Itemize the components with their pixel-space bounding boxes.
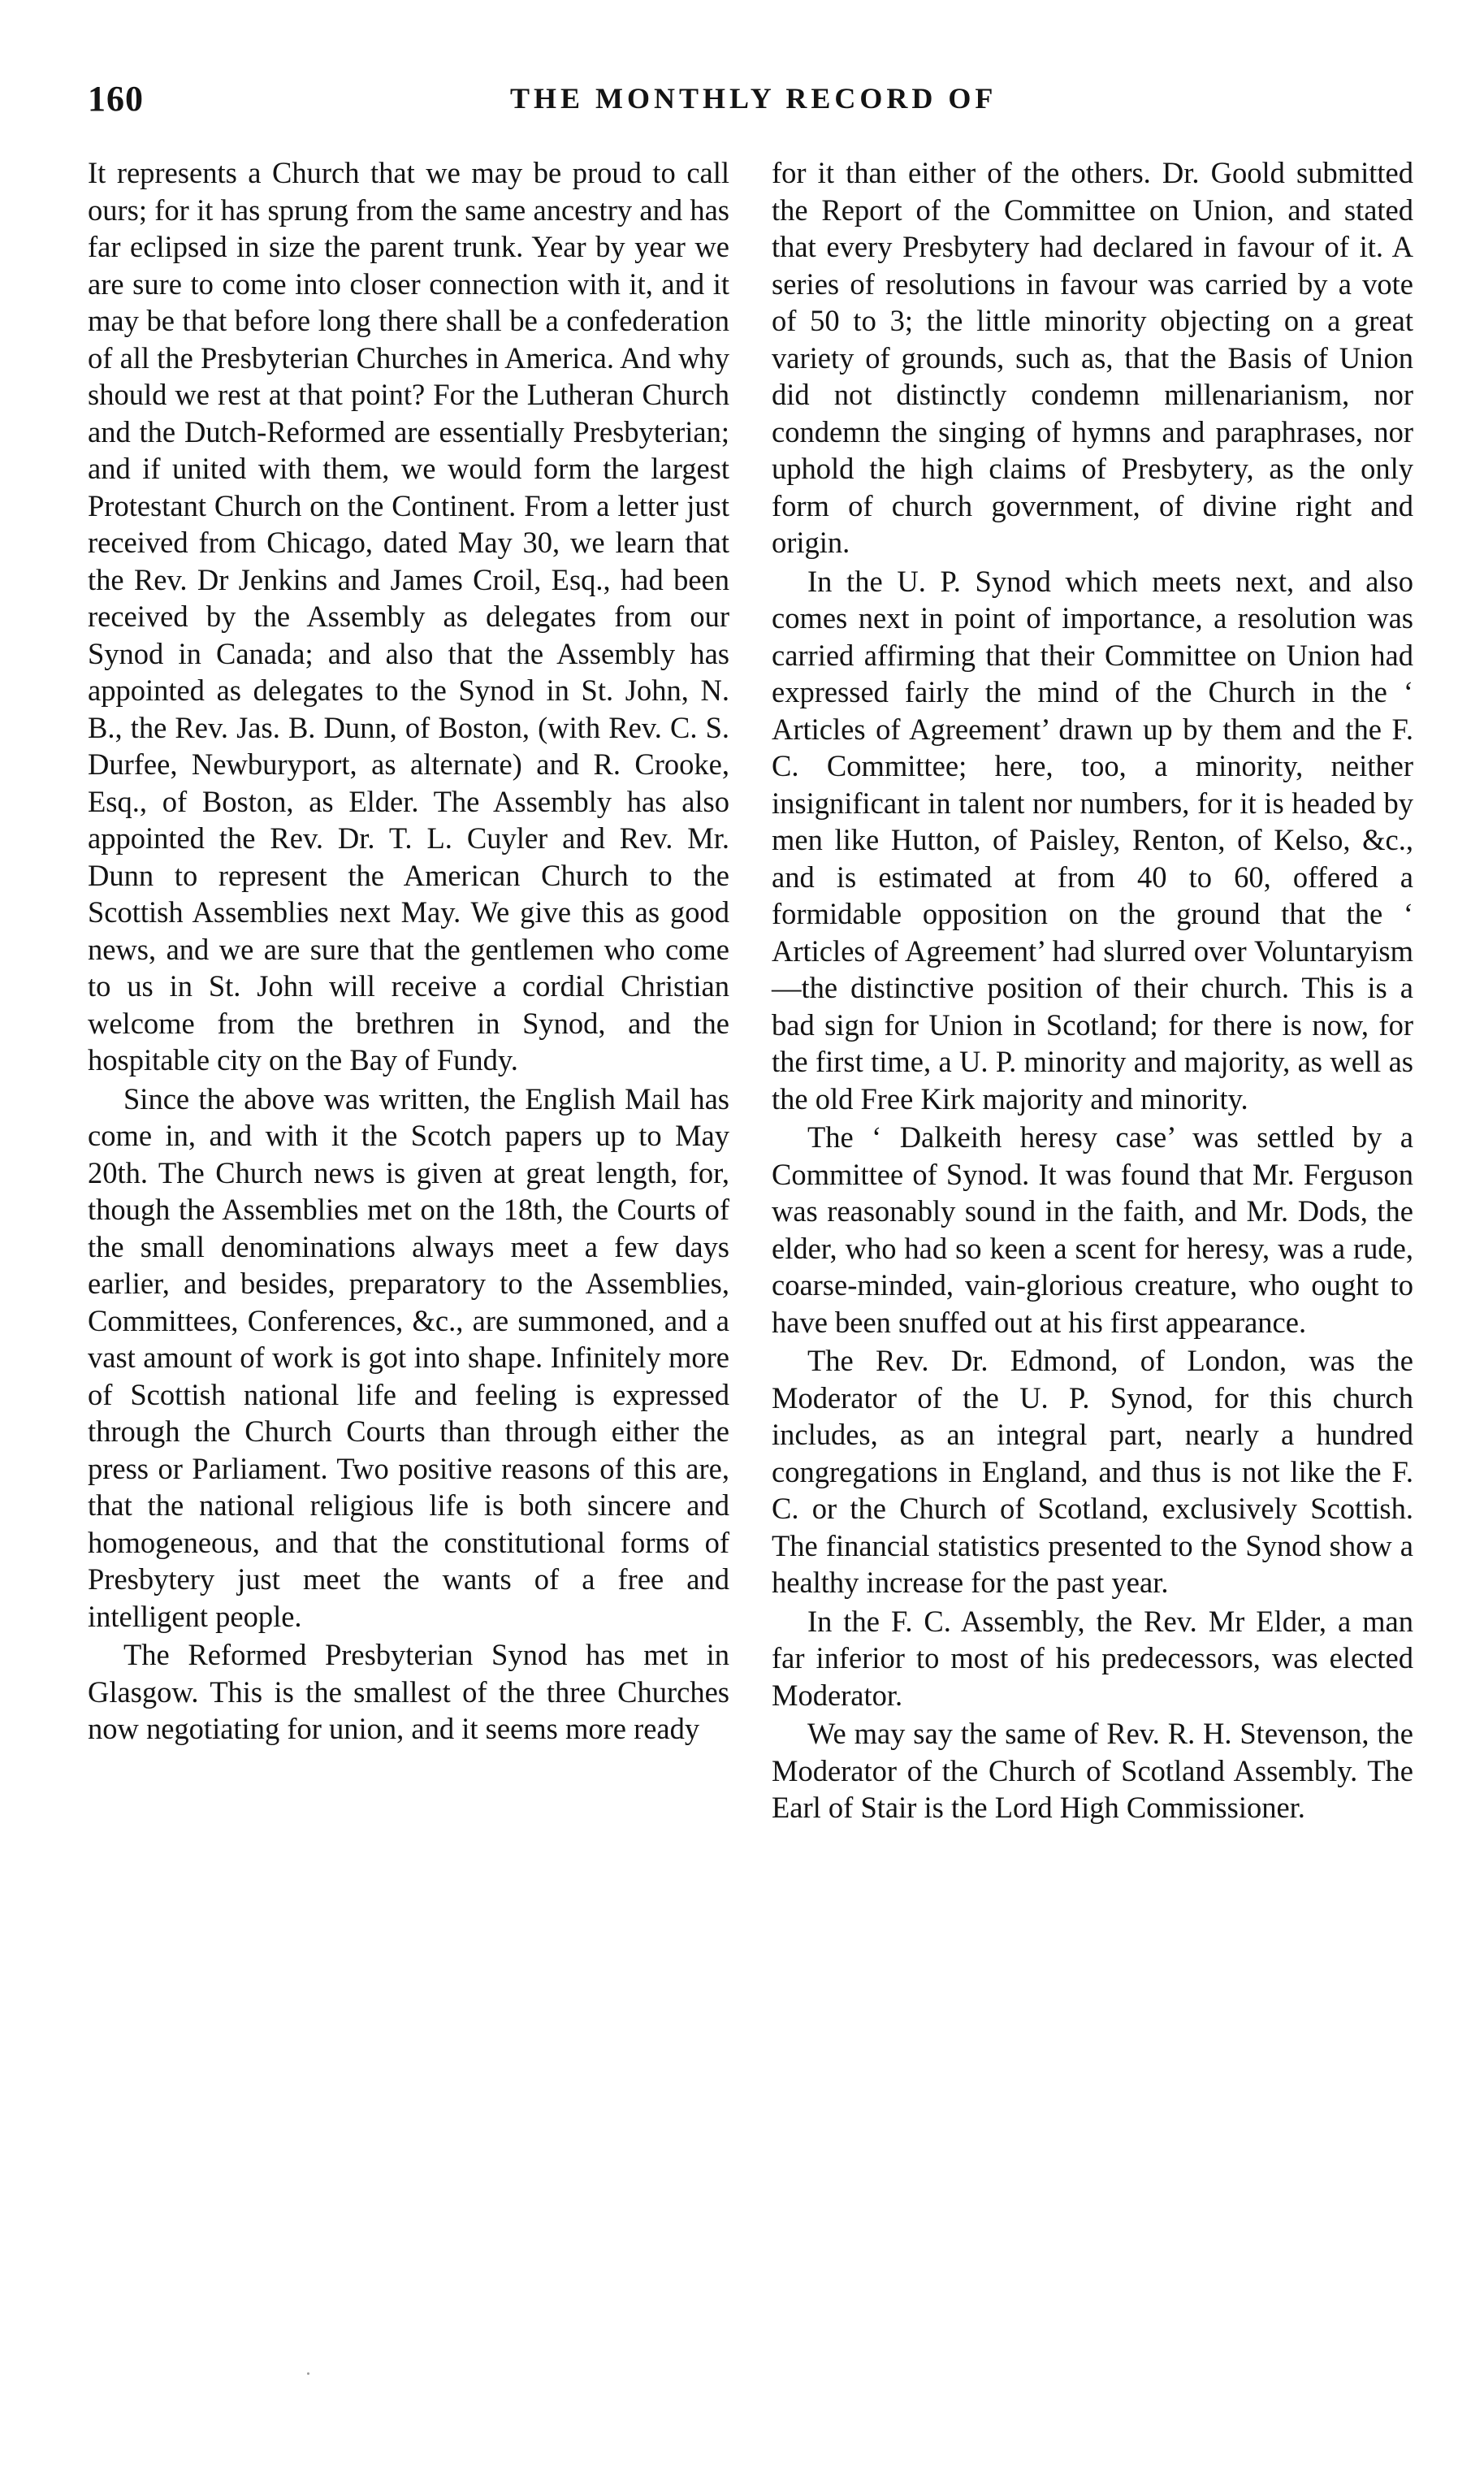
print-speck [307,2372,309,2375]
paragraph: In the F. C. Assembly, the Rev. Mr Elder, a man far inferior to most of his predecessors, was elected Moderator. [772,1604,1413,1712]
paragraph: The ‘ Dalkeith heresy case’ was settled by a Committee of Synod. It was found that Mr. Ferguson was reasonably sound in the faith, and Mr. Dods, the elder, who had so keen a scent for heresy, was a rude, coarse-minded, vain-glorious creature, who ought to have been snuffed out at his first appearance. [772,1120,1413,1339]
page-header [88,78,1404,127]
left-column [88,154,729,1748]
paragraph: In the U. P. Synod which meets next, and also comes next in point of importance, a resolution was carried affirming that their Committee on Union had expressed fairly the mind of the Church in the ‘ Articles of Agreement’ drawn up by them and the F. C. Committee; here, too, a minority, neither insignificant in talent nor numbers, for it is headed by men like Hutton, of Paisley, Renton, of Kelso, &c., and is estimated at from 40 to 60, offered a formidable opposition on the ground that the ‘ Articles of Agreement’ had slurred over Voluntaryism—the distinctive position of their church. This is a bad sign for Union in Scotland; for there is now, for the first time, a U. P. minority and majority, as well as the old Free Kirk majority and minority. [772,564,1413,1116]
paragraph: The Reformed Presbyterian Synod has met in Glasgow. This is the smallest of the three Churches now negotiating for union, and it seems more ready [88,1638,729,1745]
running-title: THE MONTHLY RECORD OF [510,82,997,115]
page-number: 160 [88,79,144,119]
paragraph: Since the above was written, the English Mail has come in, and with it the Scotch papers up to May 20th. The Church news is given at great length, for, though the Assemblies met on the 18th, the Courts of the small denominations always meet a few days earlier, and besides, preparatory to the Assemblies, Committees, Conferences, &c., are summoned, and a vast amount of work is got into shape. Infinitely more of Scottish national life and feeling is expressed through the Church Courts than through either the press or Parliament. Two positive reasons of this are, that the national religious life is both sincere and homogeneous, and that the constitutional forms of Presbytery just meet the wants of a free and intelligent people. [88,1081,729,1633]
right-column [772,154,1413,1826]
paragraph: for it than either of the others. Dr. Goold submitted the Report of the Committee on Union, and stated that every Presbytery had declared in favour of it. A series of resolutions in favour was carried by a vote of 50 to 3; the little minority objecting on a great variety of grounds, such as, that the Basis of Union did not distinctly condemn millenarianism, nor condemn the singing of hymns and paraphrases, nor uphold the high claims of Presbytery, as the only form of church government, of divine right and origin. [772,156,1413,559]
paragraph: It represents a Church that we may be proud to call ours; for it has sprung from the same ancestry and has far eclipsed in size the parent trunk. Year by year we are sure to come into closer connection with it, and it may be that before long there shall be a confederation of all the Presbyterian Churches in America. And why should we rest at that point? For the Lutheran Church and the Dutch-Reformed are essentially Presbyterian; and if united with them, we would form the largest Protestant Church on the Continent. From a letter just received from Chicago, dated May 30, we learn that the Rev. Dr Jenkins and James Croil, Esq., had been received by the Assembly as delegates from our Synod in Canada; and also that the Assembly has appointed as delegates to the Synod in St. John, N. B., the Rev. Jas. B. Dunn, of Boston, (with Rev. C. S. Durfee, Newburyport, as alternate) and R. Crooke, Esq., of Boston, as Elder. The Assembly has also appointed the Rev. Dr. T. L. Cuyler and Rev. Mr. Dunn to represent the American Church to the Scottish Assemblies next May. We give this as good news, and we are sure that the gentlemen who come to us in St. John will receive a cordial Christian welcome from the brethren in Synod, and the hospitable city on the Bay of Fundy. [88,156,729,1077]
paragraph: The Rev. Dr. Edmond, of London, was the Moderator of the U. P. Synod, for this church includes, as an integral part, nearly a hundred congregations in England, and thus is not like the F. C. or the Church of Scotland, exclusively Scottish. The financial statistics presented to the Synod show a healthy increase for the past year. [772,1344,1413,1599]
paragraph: We may say the same of Rev. R. H. Stevenson, the Moderator of the Church of Scotland Assembly. The Earl of Stair is the Lord High Commissioner. [772,1717,1413,1824]
